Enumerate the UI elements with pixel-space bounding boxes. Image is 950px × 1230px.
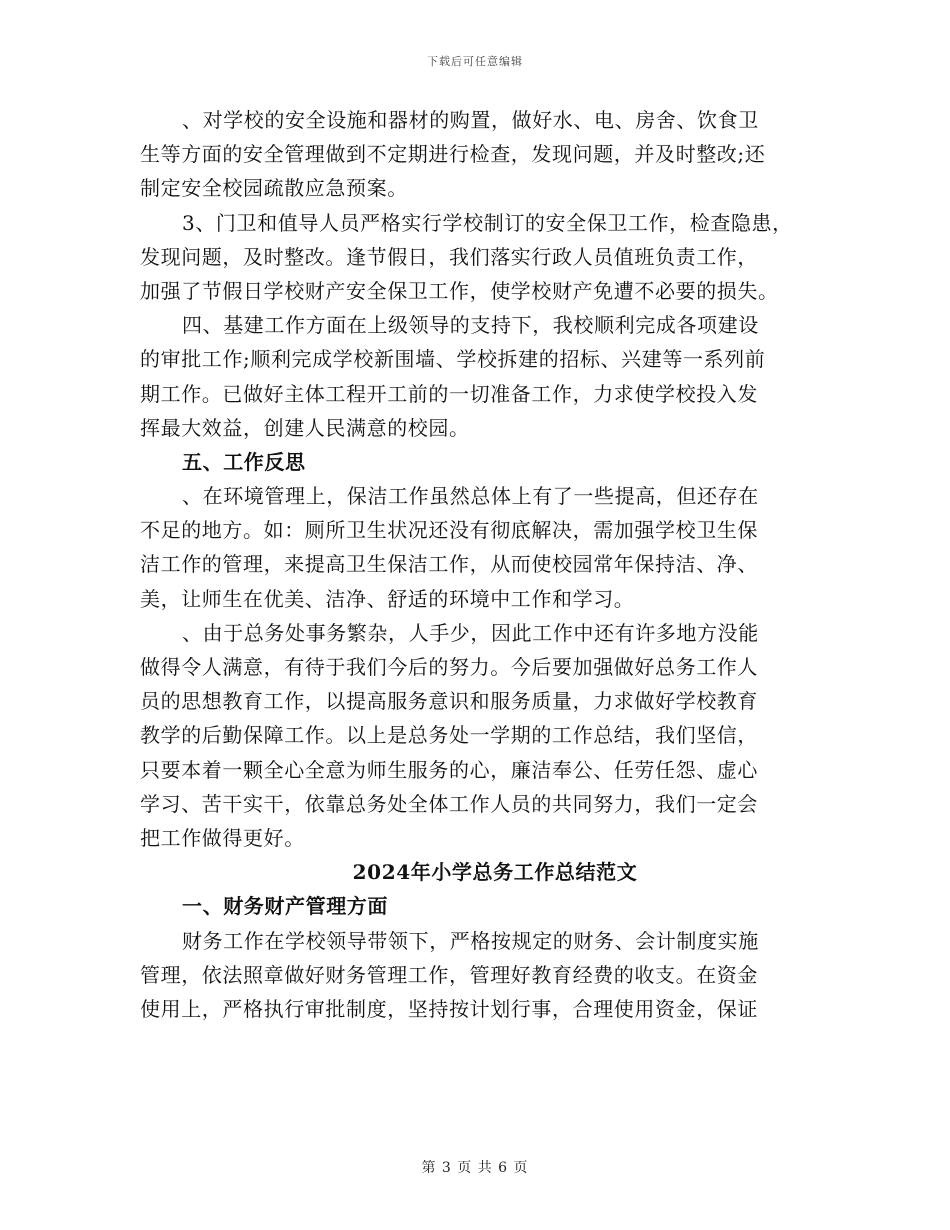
text-line: 3、门卫和值导人员严格实行学校制订的安全保卫工作，检查隐患， <box>182 210 793 235</box>
text-line: 学习、苦干实干，依靠总务处全体工作人员的共同努力，我们一定会 <box>140 791 758 816</box>
text-line: 、由于总务处事务繁杂，人手少，因此工作中还有许多地方没能 <box>182 620 759 645</box>
text-line: 美，让师生在优美、洁净、舒适的环境中工作和学习。 <box>140 586 635 611</box>
text-line: 期工作。已做好主体工程开工前的一切准备工作，力求使学校投入发 <box>140 381 758 406</box>
text-line: 挥最大效益，创建人民满意的校园。 <box>140 415 470 440</box>
document-title: 2024年小学总务工作总结范文 <box>352 860 638 885</box>
text-line: 制定安全校园疏散应急预案。 <box>140 176 408 201</box>
section-heading: 一、财务财产管理方面 <box>182 894 388 919</box>
text-line: 管理，依法照章做好财务管理工作，管理好教育经费的收支。在资金 <box>140 962 758 987</box>
text-line: 、在环境管理上，保洁工作虽然总体上有了一些提高，但还存在 <box>182 484 759 509</box>
header-note: 下载后可任意编辑 <box>427 55 523 68</box>
text-line: 员的思想教育工作，以提高服务意识和服务质量，力求做好学校教育 <box>140 689 758 714</box>
text-line: 财务工作在学校领导带领下，严格按规定的财务、会计制度实施 <box>182 928 759 953</box>
text-line: 不足的地方。如：厕所卫生状况还没有彻底解决，需加强学校卫生保 <box>140 518 758 543</box>
text-line: 洁工作的管理，来提高卫生保洁工作，从而使校园常年保持洁、净、 <box>140 552 758 577</box>
document-body <box>140 103 820 1026</box>
text-line: 加强了节假日学校财产安全保卫工作，使学校财产免遭不必要的损失。 <box>140 278 779 303</box>
text-line: 做得令人满意，有待于我们今后的努力。今后要加强做好总务工作人 <box>140 655 758 679</box>
text-line: 教学的后勤保障工作。以上是总务处一学期的工作总结，我们坚信， <box>140 723 758 748</box>
page-number: 第 3 页 共 6 页 <box>421 1160 529 1176</box>
text-line: 的审批工作;顺利完成学校新围墙、学校拆建的招标、兴建等一系列前 <box>140 347 766 372</box>
text-line: 、对学校的安全设施和器材的购置，做好水、电、房舍、饮食卫 <box>182 108 759 132</box>
text-line: 使用上，严格执行审批制度，坚持按计划行事，合理使用资金，保证 <box>140 996 758 1021</box>
text-line: 只要本着一颗全心全意为师生服务的心，廉洁奉公、任劳任怨、虚心 <box>140 757 758 782</box>
text-line: 发现问题，及时整改。逢节假日，我们落实行政人员值班负责工作， <box>140 244 758 269</box>
text-line: 把工作做得更好。 <box>140 825 305 850</box>
section-heading: 五、工作反思 <box>182 449 306 474</box>
text-line: 四、基建工作方面在上级领导的支持下，我校顺利完成各项建设 <box>182 313 759 338</box>
text-line: 生等方面的安全管理做到不定期进行检查，发现问题，并及时整改;还 <box>140 142 766 167</box>
